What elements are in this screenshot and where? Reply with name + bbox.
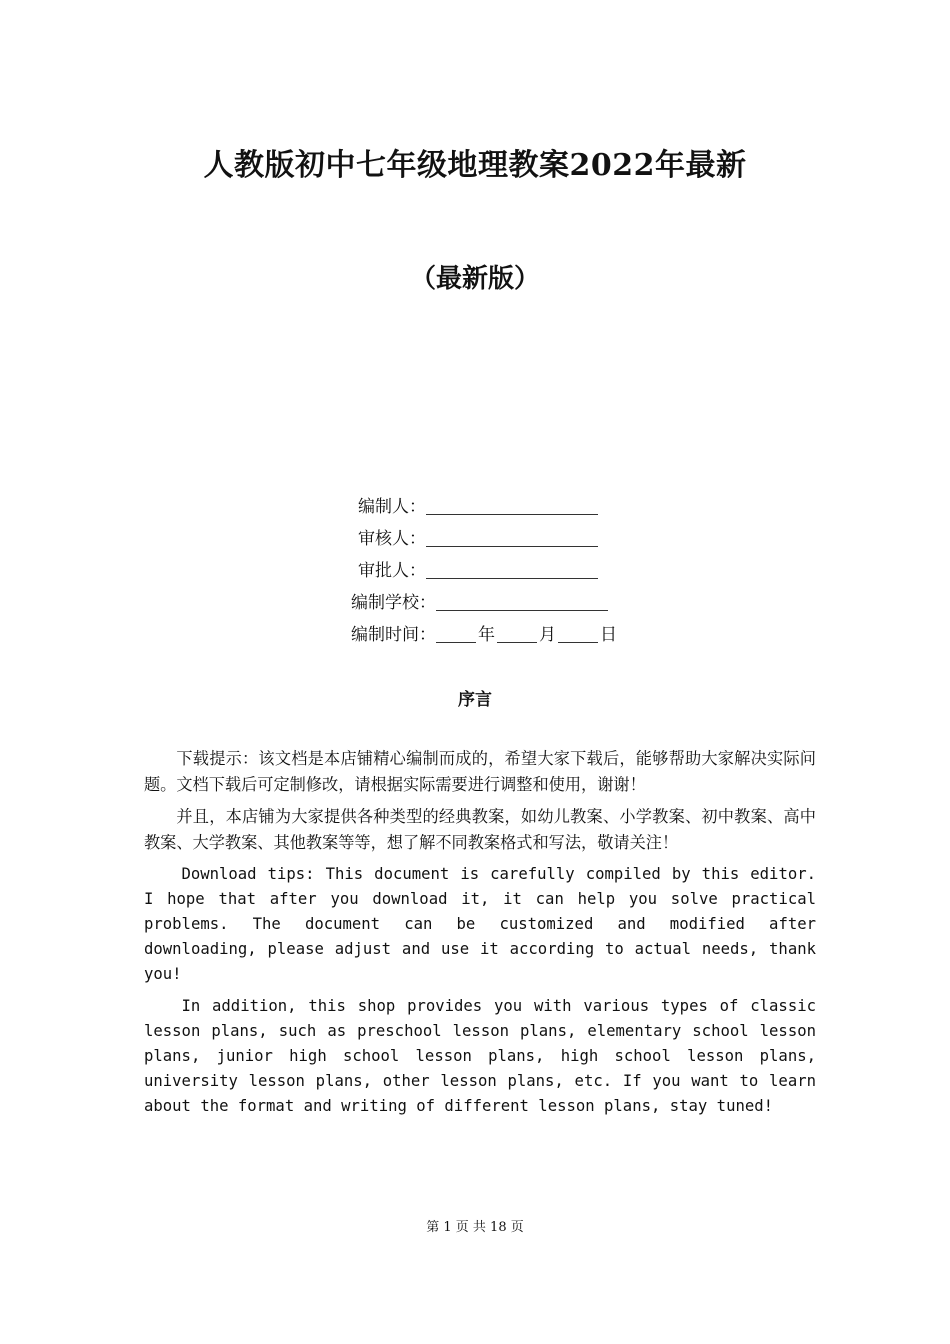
page-number-footer: 第 1 页 共 18 页 (426, 1220, 524, 1235)
day-unit: 日 (600, 624, 617, 645)
year-unit: 年 (478, 624, 495, 645)
time-label: 编制时间： (351, 624, 436, 645)
approver-row (0, 552, 950, 584)
document-title: 人教版初中七年级地理教案2022年最新 (203, 148, 747, 183)
preface-paragraph-cn-2: 并且，本店铺为大家提供各种类型的经典教案，如幼儿教案、小学教案、初中教案、高中教案、大学教案、其他教案等等，想了解不同教案格式和写法，敬请关注！ (144, 807, 816, 852)
time-row (0, 616, 950, 648)
preface-body (144, 746, 816, 1126)
editor-label: 编制人： (358, 496, 426, 517)
approver-blank-line[interactable] (426, 558, 598, 579)
reviewer-row (0, 520, 950, 552)
approver-label: 审批人： (358, 560, 426, 581)
document-subtitle: （最新版） (409, 264, 540, 294)
month-unit: 月 (539, 624, 556, 645)
editor-blank-line[interactable] (426, 494, 598, 515)
reviewer-label: 审核人： (358, 528, 426, 549)
school-blank-line[interactable] (436, 590, 608, 611)
preface-paragraph-en-2: In addition, this shop provides you with various types of classic lesson plans, such as preschool lesson plans, elementary school lesson plans, junior high school lesson plans, high school lesson plans, university lesson plans, other lesson plans, etc. If you want to learn about the format and writing of different lesson plans, stay tuned! (144, 997, 816, 1115)
author-info-form (0, 488, 950, 648)
school-label: 编制学校： (351, 592, 436, 613)
editor-row (0, 488, 950, 520)
preface-heading: 序言 (458, 690, 492, 710)
reviewer-blank-line[interactable] (426, 526, 598, 547)
day-blank-line[interactable] (558, 622, 598, 643)
month-blank-line[interactable] (497, 622, 537, 643)
year-blank-line[interactable] (436, 622, 476, 643)
preface-paragraph-cn-1: 下载提示：该文档是本店铺精心编制而成的，希望大家下载后，能够帮助大家解决实际问题。文档下载后可定制修改，请根据实际需要进行调整和使用，谢谢！ (144, 749, 816, 794)
school-row (0, 584, 950, 616)
preface-paragraph-en-1: Download tips: This document is carefully compiled by this editor. I hope that after you download it, it can help you solve practical problems. The document can be customized and modified after downloading, please adjust and use it according to actual needs, thank you! (144, 865, 816, 983)
